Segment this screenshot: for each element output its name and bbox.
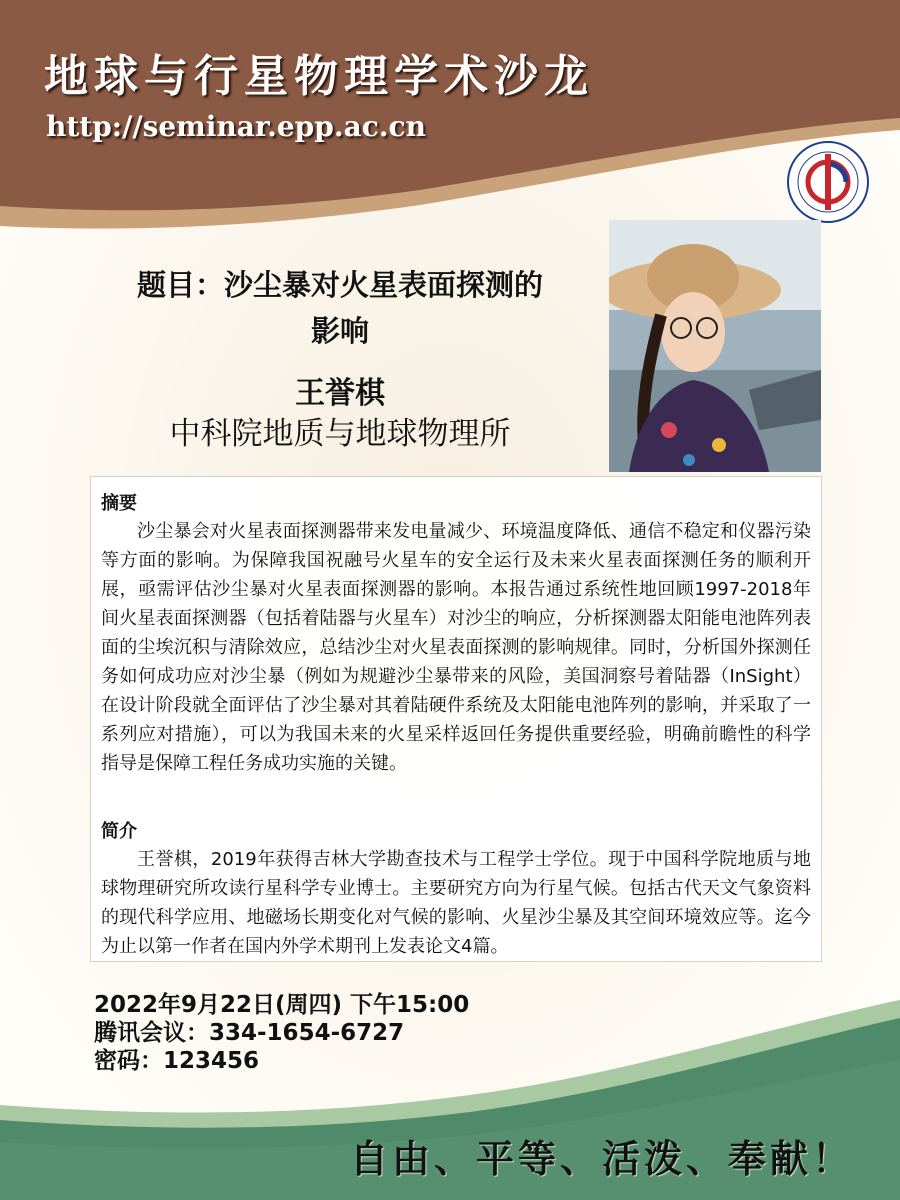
speaker-photo bbox=[609, 220, 821, 472]
bio-heading: 简介 bbox=[101, 821, 137, 842]
event-datetime: 2022年9月22日(周四) 下午15:00 bbox=[94, 992, 470, 1018]
abstract-heading: 摘要 bbox=[101, 493, 137, 514]
institute-logo-icon bbox=[786, 140, 870, 224]
talk-title-line2: 影响 bbox=[310, 314, 369, 348]
speaker-name: 王誉棋 bbox=[295, 376, 385, 411]
meeting-id: 腾讯会议：334-1654-6727 bbox=[94, 1020, 405, 1046]
talk-title-line1: 题目：沙尘暴对火星表面探测的 bbox=[136, 268, 543, 302]
speaker-affiliation: 中科院地质与地球物理所 bbox=[169, 416, 511, 452]
motto: 自由、平等、活泼、奉献！ bbox=[349, 1136, 854, 1181]
talk-title bbox=[80, 262, 600, 354]
seminar-url[interactable]: http://seminar.epp.ac.cn bbox=[46, 110, 426, 143]
abstract-box bbox=[90, 476, 822, 962]
meeting-password: 密码：123456 bbox=[94, 1048, 260, 1074]
abstract-text: 沙尘暴会对火星表面探测器带来发电量减少、环境温度降低、通信不稳定和仪器污染等方面的影响。为保障我国祝融号火星车的安全运行及未来火星表面探测任务的顺利开展，亟需评估沙尘暴对火星表面探测器的影响。本报告通过系统性地回顾1997-2018年间火星表面探测器（包括着陆器与火星车）对沙尘的响应，分析探测器太阳能电池阵列表面的尘埃沉积与清除效应，总结沙尘对火星表面探测的影响规律。同时，分析国外探测任务如何成功应对沙尘暴（例如为规避沙尘暴带来的风险，美国洞察号着陆器（InSight）在设计阶段就全面评估了沙尘暴对其着陆硬件系统及太阳能电池阵列的影响，并采取了一系列应对措施），可以为我国未来的火星采样返回任务提供重要经验，明确前瞻性的科学指导是保障工程任务成功实施的关键。 bbox=[101, 521, 811, 774]
series-title: 地球与行星物理学术沙龙 bbox=[44, 51, 594, 102]
bio-text: 王誉棋，2019年获得吉林大学勘查技术与工程学士学位。现于中国科学院地质与地球物理研究所攻读行星科学专业博士。主要研究方向为行星气候。包括古代天文气象资料的现代科学应用、地磁场长期变化对气候的影响、火星沙尘暴及其空间环境效应等。迄今为止以第一作者在国内外学术期刊上发表论文4篇。 bbox=[101, 849, 811, 957]
